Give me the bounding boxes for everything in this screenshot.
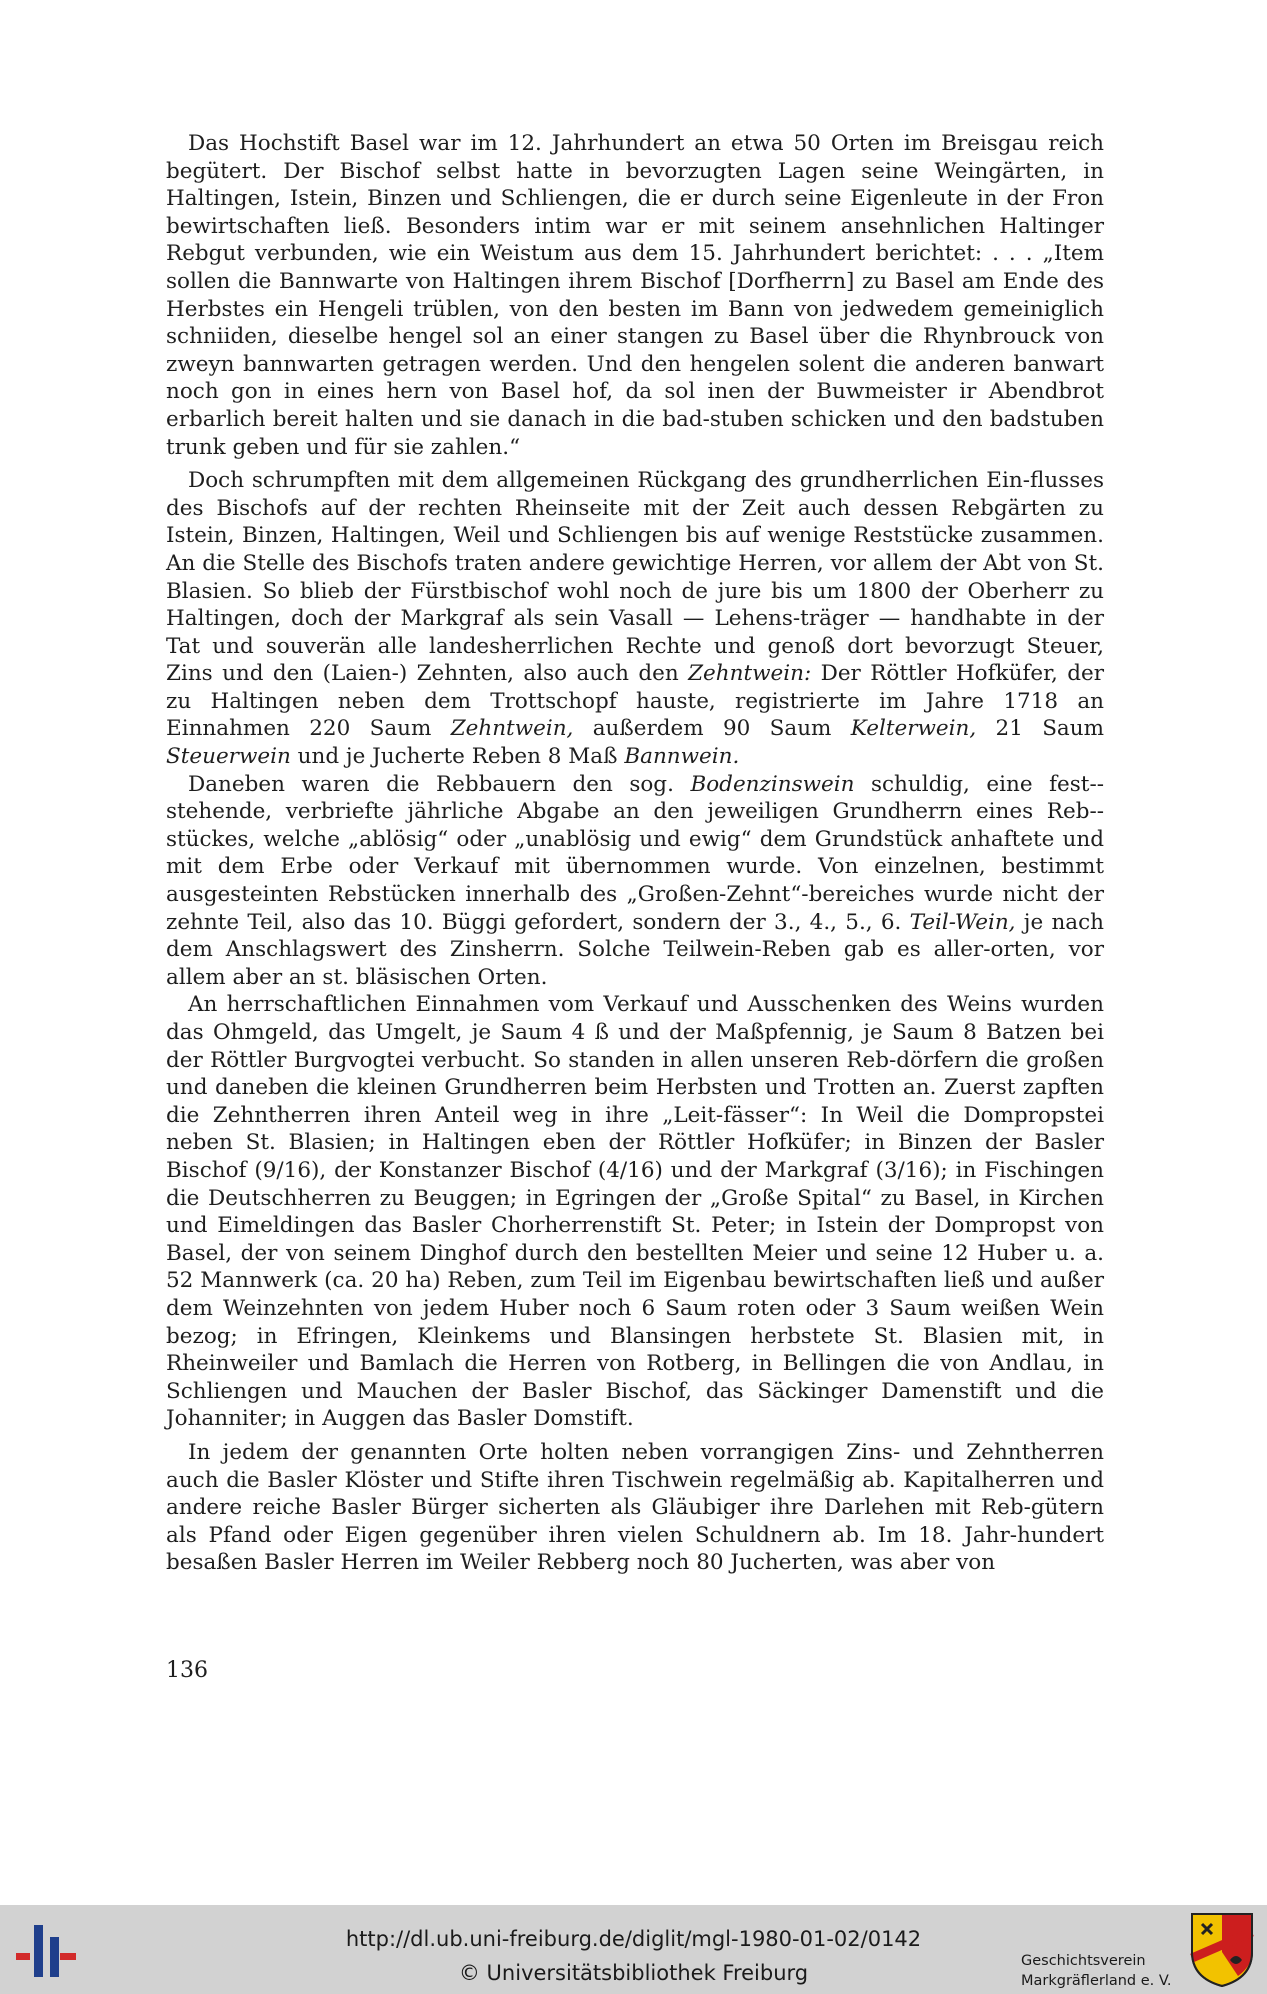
society-name-line1: Geschichtsverein	[1021, 1953, 1146, 1969]
italic-term: Bannwein.	[624, 744, 740, 770]
italic-term: Zehntwein:	[688, 661, 812, 687]
coat-of-arms-icon	[1190, 1912, 1254, 1988]
text-run: Daneben waren die Rebbauern den sog.	[188, 771, 691, 797]
text-run: schuldig, eine fest-stehende, verbriefte jährliche Abgabe an den jeweiligen Grundherrn eines Reb-stückes, welche „ablösig“ oder „unablösig und ewig“ dem Grundstück anhaftete und mit dem Erbe oder Verkauf mit übernommen wurde. Von einzelnen, bestimmt ausgesteinten Rebstücken innerhalb des „Großen-Zehnt“-bereiches wurde nicht der zehnte Teil, also das 10. Büggi gefordert, sondern der 3., 4., 5., 6.	[166, 771, 1104, 935]
text-run: 21 Saum	[976, 716, 1104, 742]
text-run: Doch schrumpften mit dem allgemeinen Rückgang des grundherrlichen Ein-flusses des Bischofs auf der rechten Rheinseite mit der Zeit auch dessen Rebgärten zu Istein, Binzen, Haltingen, Weil und Schliengen bis auf wenige Reststücke zusammen. An die Stelle des Bischofs traten andere gewichtige Herren, vor allem der Abt von St. Blasien. So blieb der Fürstbischof wohl noch de jure bis um 1800 der Oberherr zu Haltingen, doch der Markgraf als sein Vasall — Lehens-träger — handhabte in der Tat und souverän alle landesherrlichen Rechte und genoß dort bevorzugt Steuer, Zins und den (Laien-) Zehnten, also auch den	[166, 468, 1104, 687]
footer-bar	[0, 1905, 1267, 1994]
footer-copyright: © Universitätsbibliothek Freiburg	[458, 1961, 809, 1985]
italic-term: Teil-Wein,	[909, 909, 1016, 935]
text-run: Das Hochstift Basel war im 12. Jahrhundert an etwa 50 Orten im Breisgau reich begütert. Der Bischof selbst hatte in bevorzugten Lagen seine Weingärten, in Haltingen, Istein, Binzen und Schliengen, die er durch seine Eigenleute in der Fron bewirtschaften ließ. Besonders intim war er mit seinem ansehnlichen Haltinger Rebgut verbunden, wie ein Weistum aus dem 15. Jahrhundert berichtet: . . . „Item sollen die Bannwarte von Haltingen ihrem Bischof [Dorfherrn] zu Basel am Ende des Herbstes ein Hengeli trüblen, von den besten im Bann von jedwedem gemeiniglich schniiden, dieselbe hengel sol an einer stangen zu Basel über die Rhynbrouck von zweyn bannwarten getragen werden. Und den hengelen solent die anderen banwart noch gon in eines hern von Basel hof, da sol inen der Buwmeister ir Abendbrot erbarlich bereit halten und sie danach in die bad-stuben schicken und den badstuben trunk geben und für sie zahlen.“	[166, 131, 1104, 460]
text-run: An herrschaftlichen Einnahmen vom Verkauf und Ausschenken des Weins wurden das Ohmgeld, das Umgelt, je Saum 4 ß und der Maßpfennig, je Saum 8 Batzen bei der Röttler Burgvogtei verbucht. So standen in allen unseren Reb-dörfern die großen und daneben die kleinen Grundherren beim Herbsten und Trotten an. Zuerst zapften die Zehntherren ihren Anteil weg in ihre „Leit-fässer“: In Weil die Dompropstei neben St. Blasien; in Haltingen eben der Röttler Hofküfer; in Binzen der Basler Bischof (9/16), der Konstanzer Bischof (4/16) und der Markgraf (3/16); in Fischingen die Deutschherren zu Beuggen; in Egringen der „Große Spital“ zu Basel, in Kirchen und Eimeldingen das Basler Chorherrenstift St. Peter; in Istein der Dompropst von Basel, der von seinem Dinghof durch den bestellten Meier und seine 12 Huber u. a. 52 Mannwerk (ca. 20 ha) Reben, zum Teil im Eigenbau bewirtschaften ließ und außer dem Weinzehnten von jedem Huber noch 6 Saum roten oder 3 Saum weißen Wein bezog; in Efringen, Kleinkems und Blansingen herbstete St. Blasien mit, in Rheinweiler und Bamlach die Herren von Rotberg, in Bellingen die von Andlau, in Schliengen und Mauchen der Basler Bischof, das Säckinger Damenstift und die Johanniter; in Auggen das Basler Domstift.	[166, 992, 1104, 1432]
paragraph	[166, 1439, 1104, 1577]
paragraph	[166, 130, 1104, 461]
italic-term: Bodenzinswein	[690, 771, 855, 797]
text-run: Der Röttler Hofküfer, der zu Haltingen neben dem Trottschopf hauste, registrierte im Jahre 1718 an Einnahmen 220 Saum	[166, 661, 1104, 742]
footer-url-link[interactable]: http://dl.ub.uni-freiburg.de/diglit/mgl-1980-01-02/0142	[345, 1927, 922, 1951]
italic-term: Steuerwein	[166, 744, 291, 770]
paragraph	[166, 467, 1104, 771]
page-body	[166, 130, 1104, 1577]
text-run: außerdem 90 Saum	[573, 716, 851, 742]
society-name-line2: Markgräflerland e. V.	[1021, 1973, 1172, 1989]
society-name	[1021, 1951, 1183, 1991]
text-run: In jedem der genannten Orte holten neben vorrangigen Zins- und Zehntherren auch die Basler Klöster und Stifte ihren Tischwein regelmäßig ab. Kapitalherren und andere reiche Basler Bürger sicherten als Gläubiger ihre Darlehen mit Reb-gütern als Pfand oder Eigen gegenüber ihren vielen Schuldnern ab. Im 18. Jahr-hundert besaßen Basler Herren im Weiler Rebberg noch 80 Jucherten, was aber von	[166, 1439, 1104, 1576]
page-number: 136	[166, 1658, 208, 1683]
paragraph	[166, 991, 1104, 1433]
italic-term: Zehntwein,	[450, 716, 574, 742]
italic-term: Kelterwein,	[850, 716, 977, 742]
text-run: und je Jucherte Reben 8 Maß	[290, 744, 625, 770]
paragraph	[166, 771, 1104, 992]
text-run: je nach dem Anschlagswert des Zinsherrn. Solche Teilwein-Reben gab es aller-orten, vor allem aber an st. bläsischen Orten.	[166, 909, 1104, 990]
